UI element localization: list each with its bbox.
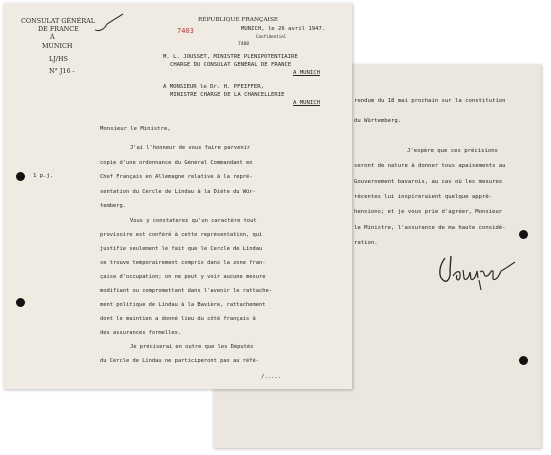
punch-hole — [519, 230, 528, 239]
sender-ref: LJ/HS — [49, 55, 68, 63]
small-ref: 7488 — [238, 42, 250, 47]
margin-note: 1 p.j. — [33, 173, 54, 179]
addressee-line: CHARGE DU CONSULAT GENERAL DE FRANCE — [170, 62, 292, 68]
sender-line: À — [50, 33, 55, 41]
punch-hole — [16, 172, 25, 181]
body-line: temberg. — [100, 203, 126, 209]
punch-hole — [519, 356, 528, 365]
body-line: du Cercle de Lindau ne participeront pas au réfé- — [100, 358, 260, 364]
handwritten-check-mark — [93, 12, 125, 36]
sender-line: CONSULAT GÉNÉRAL — [21, 17, 95, 25]
sender-line: MUNICH — [42, 42, 73, 50]
body-line: sentation du Cercle de Lindau à la Diète du Wür- — [100, 189, 256, 195]
addressee-line: MINISTRE CHARGE DE LA CHANCELLERIE — [170, 92, 285, 98]
closing-line: seront de nature à donner tous apaisements au — [354, 163, 506, 169]
small-ref: Confidentiel — [256, 34, 287, 39]
body-line: se trouve temporairement compris dans la zone fran- — [100, 260, 266, 266]
closing-line: récentes lui inspireraient quelque appré- — [354, 194, 493, 200]
page2-line: du Würtemberg. — [354, 118, 402, 124]
addressee-line: A MONSIEUR le Dr. H. PFEIFFER, — [163, 84, 265, 90]
body-line: çaise d'occupation; on ne peut y voir aucune mesure — [100, 274, 266, 280]
closing-line: hensions; et je vous prie d'agréer, Monsieur — [354, 209, 503, 215]
body-line: Je préciserai en outre que les Députés — [130, 344, 254, 350]
body-line: copie d'une ordonnance du Général Commandant en — [100, 160, 253, 166]
closing-line: le Ministre, l'assurance de ma haute considé- — [354, 225, 506, 231]
signature — [435, 250, 519, 292]
body-line: justifie seulement le fait que le Cercle de Lindau — [100, 246, 263, 252]
date-line: MUNICH, le 26 avril 1947. — [241, 26, 326, 32]
letterhead: RÉPUBLIQUE FRANÇAISE — [198, 17, 279, 23]
salutation: Monsieur le Ministre, — [100, 126, 171, 132]
letter-page-1 — [3, 3, 352, 389]
page2-line: rendum du 18 mai prochain sur la constitution — [354, 98, 506, 104]
continuation-mark: /..... — [261, 374, 282, 380]
addressee-line: A MUNICH — [293, 100, 320, 106]
addressee-line: M. L. JOUSSET, MINISTRE PLENIPOTENTIAIRE — [163, 54, 298, 60]
body-line: modifiant ou compromettant dans l'avenir le rattache- — [100, 288, 273, 294]
closing-line: Gouvernement bavarois, au cas où les mesures — [354, 179, 503, 185]
body-line: provisoire est conféré à cette représentation, qui — [100, 232, 263, 238]
body-line: J'ai l'honneur de vous faire parvenir — [130, 145, 251, 151]
addressee-line: A MUNICH — [293, 70, 320, 76]
closing-line: ration. — [354, 240, 378, 246]
punch-hole — [16, 298, 25, 307]
body-line: dont le maintien a donné lieu du côté français à — [100, 316, 256, 322]
body-line: ment politique de Lindau à la Bavière, rattachement — [100, 302, 266, 308]
sender-line: DE FRANCE — [38, 25, 79, 33]
body-line: Chef Français en Allemagne relative à la repré- — [100, 174, 253, 180]
sender-number: N° J16 - — [49, 67, 75, 75]
registration-stamp: 7403 — [177, 27, 194, 35]
body-line: des assurances formelles. — [100, 330, 182, 336]
closing-line: J'espère que ces précisions — [407, 148, 498, 154]
body-line: Vous y constaterez qu'un caractère tout — [130, 218, 257, 224]
